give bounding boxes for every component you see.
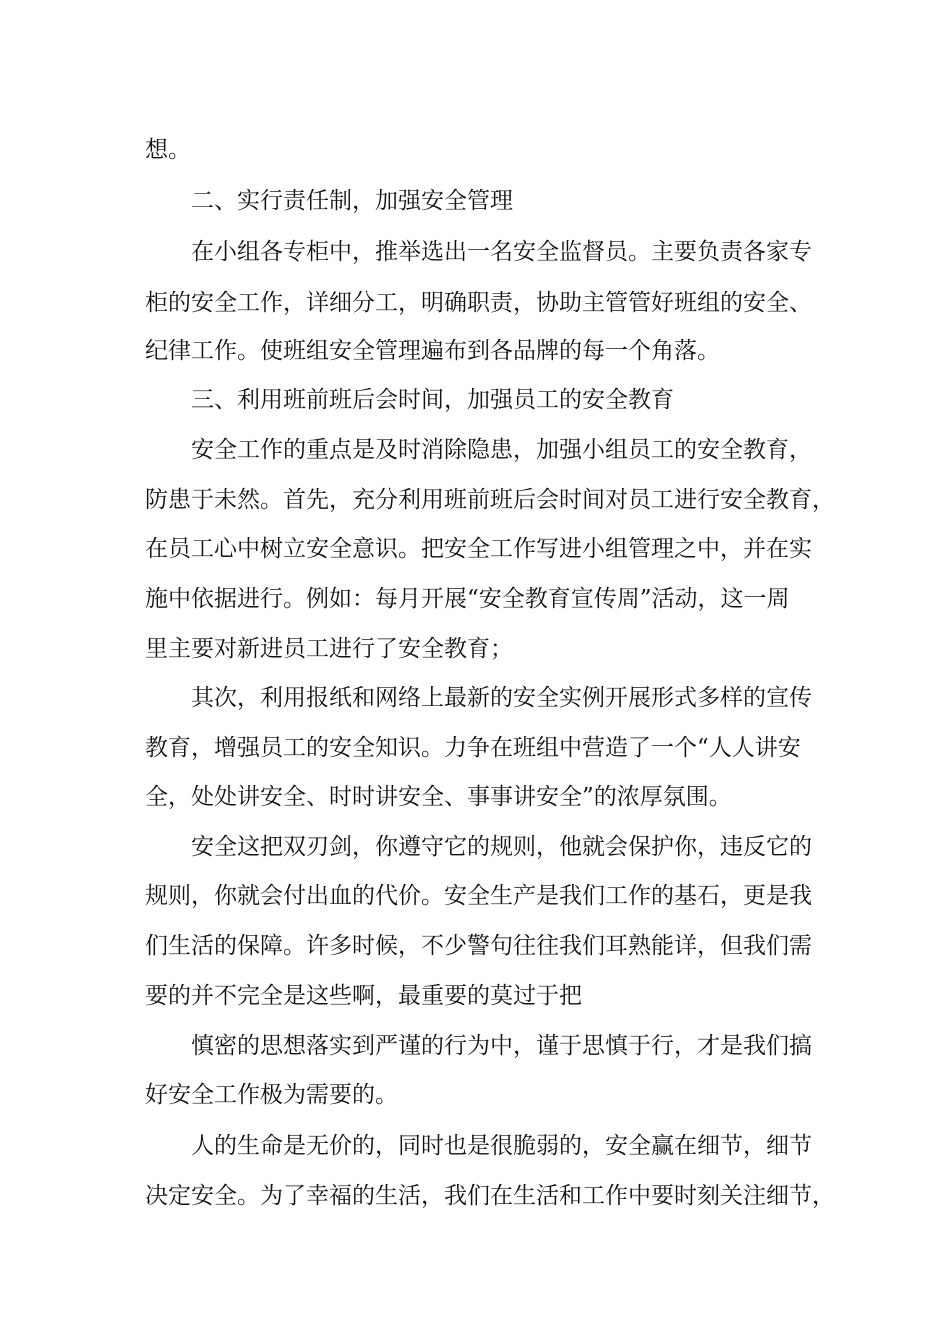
text-line: 里主要对新进员工进行了安全教育； (145, 636, 513, 662)
text-line: 决定安全。为了幸福的生活，我们在生活和工作中要时刻关注细节， (145, 1183, 835, 1209)
text-line: 柜的安全工作，详细分工，明确职责，协助主管管好班组的安全、 (145, 290, 812, 316)
text-line: 在员工心中树立安全意识。把安全工作写进小组管理之中，并在实 (145, 536, 812, 562)
text-line: 安全工作的重点是及时消除隐患，加强小组员工的安全教育， (191, 437, 812, 463)
text-line: 其次，利用报纸和网络上最新的安全实例开展形式多样的宣传 (191, 685, 812, 711)
text-line: 规则，你就会付出血的代价。安全生产是我们工作的基石，更是我 (145, 883, 812, 909)
text-line: 防患于未然。首先，充分利用班前班后会时间对员工进行安全教育， (145, 487, 835, 513)
text-line: 要的并不完全是这些啊，最重要的莫过于把 (145, 983, 582, 1009)
text-line: 全，处处讲安全、时时讲安全、事事讲安全”的浓厚氛围。 (145, 784, 732, 810)
text-line: 想。 (145, 137, 191, 163)
text-line: 在小组各专柜中，推举选出一名安全监督员。主要负责各家专 (191, 239, 812, 265)
section-heading: 三、利用班前班后会时间，加强员工的安全教育 (191, 387, 674, 413)
text-line: 人的生命是无价的，同时也是很脆弱的，安全赢在细节，细节 (191, 1133, 812, 1159)
text-line: 慎密的思想落实到严谨的行为中，谨于思慎于行，才是我们搞 (191, 1033, 812, 1059)
text-line: 纪律工作。使班组安全管理遍布到各品牌的每一个角落。 (145, 338, 720, 364)
text-line: 们生活的保障。许多时候，不少警句往往我们耳熟能详，但我们需 (145, 933, 812, 959)
text-line: 教育，增强员工的安全知识。力争在班组中营造了一个“人人讲安 (145, 735, 801, 761)
text-line: 安全这把双刃剑，你遵守它的规则，他就会保护你，违反它的 (191, 834, 812, 860)
text-line: 施中依据进行。例如：每月开展“安全教育宣传周”活动，这一周 (145, 586, 790, 612)
section-heading: 二、实行责任制，加强安全管理 (191, 188, 513, 214)
text-line: 好安全工作极为需要的。 (145, 1082, 398, 1108)
